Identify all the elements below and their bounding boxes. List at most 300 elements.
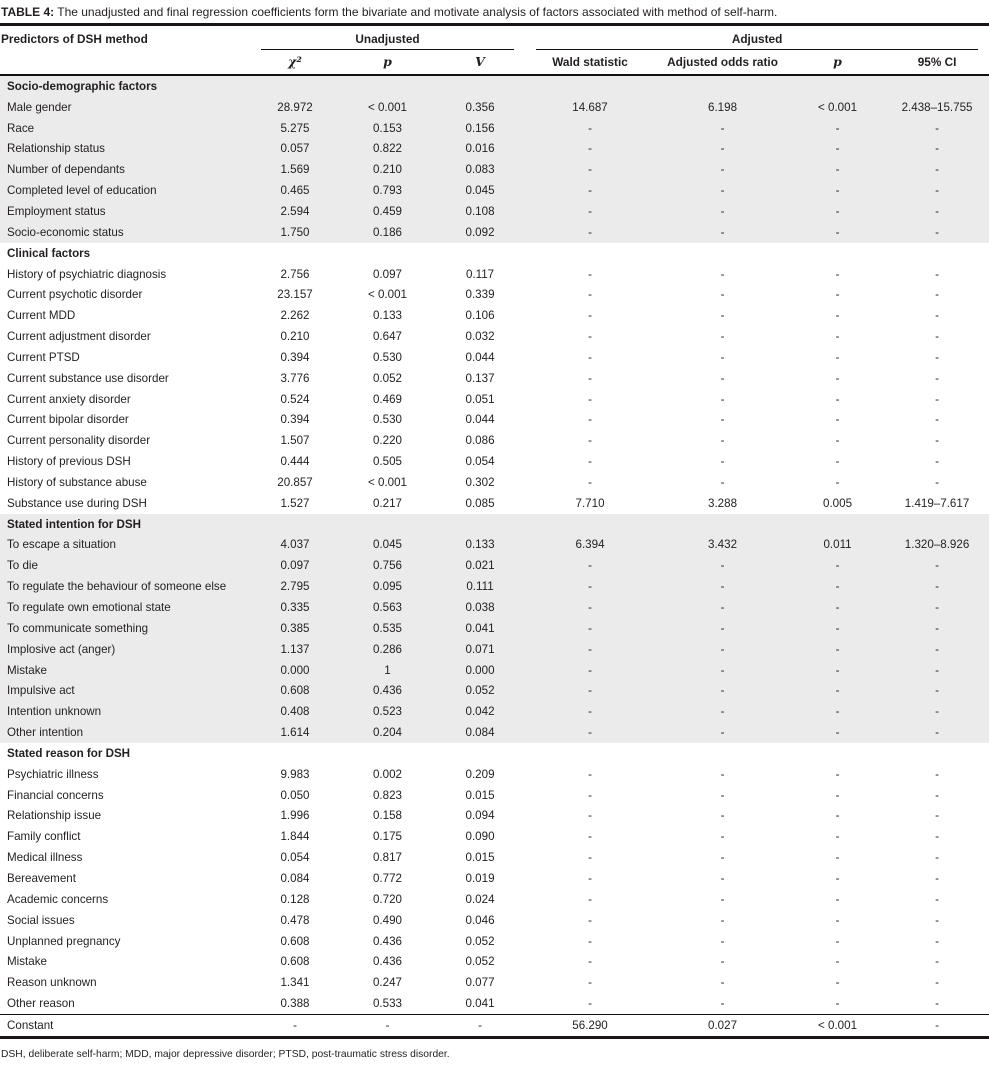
value-cell: 0.133 xyxy=(435,535,525,556)
value-cell: - xyxy=(435,1014,525,1037)
value-cell: - xyxy=(835,892,840,906)
value-cell: - xyxy=(720,913,725,927)
value-cell: - xyxy=(835,934,840,948)
value-cell: 2.795 xyxy=(250,576,340,597)
table-row xyxy=(0,910,989,931)
value-cell: 28.972 xyxy=(250,97,340,118)
value-cell: 20.857 xyxy=(277,475,313,489)
value-cell: - xyxy=(655,576,790,597)
predictor-label: History of psychiatric diagnosis xyxy=(7,267,167,281)
section-header-row xyxy=(0,243,989,264)
table-caption: The unadjusted and final regression coefficients form the bivariate and motivate analysis of factors associated with method of self-harm. xyxy=(57,5,778,19)
table-row xyxy=(0,701,989,722)
value-cell: 0.044 xyxy=(465,413,495,427)
value-cell: 0.057 xyxy=(250,139,340,160)
predictor-label: Current psychotic disorder xyxy=(7,288,143,302)
value-cell: - xyxy=(885,660,989,681)
value-cell: - xyxy=(655,201,790,222)
value-cell: - xyxy=(935,871,939,885)
section-header: Stated reason for DSH xyxy=(7,746,131,760)
predictor-label: Reason unknown xyxy=(7,976,97,990)
value-cell: - xyxy=(588,288,592,302)
value-cell: 0.000 xyxy=(435,660,525,681)
value-cell: - xyxy=(835,871,840,885)
predictor-label: Substance use during DSH xyxy=(7,496,147,510)
value-cell: - xyxy=(720,851,725,865)
value-cell: 0.042 xyxy=(435,701,525,722)
value-cell: 0.210 xyxy=(340,159,435,180)
table-footnote: DSH, deliberate self-harm; MDD, major depressive disorder; PTSD, post-traumatic stress disorder. xyxy=(1,1048,450,1060)
value-cell: 0.041 xyxy=(435,618,525,639)
value-cell: 0.083 xyxy=(435,159,525,180)
value-cell: - xyxy=(655,118,790,139)
table-row xyxy=(0,97,989,118)
chi-square-column-header: χ² xyxy=(250,51,340,75)
value-cell: - xyxy=(525,680,655,701)
value-cell: - xyxy=(935,767,939,781)
value-cell: - xyxy=(588,434,592,448)
value-cell: - xyxy=(655,680,790,701)
table-row xyxy=(0,284,989,305)
table-row xyxy=(0,889,989,910)
value-cell: 1.341 xyxy=(280,976,310,990)
table-row xyxy=(0,826,989,847)
value-cell: - xyxy=(655,222,790,243)
value-cell: - xyxy=(720,934,725,948)
value-cell: 0.335 xyxy=(250,597,340,618)
adjusted-group-header: Adjusted xyxy=(525,26,989,51)
value-cell: - xyxy=(588,997,592,1011)
value-cell: - xyxy=(835,413,840,427)
value-cell: 0.175 xyxy=(372,830,402,844)
value-cell: - xyxy=(588,330,592,344)
value-cell: 0.608 xyxy=(250,680,340,701)
value-cell: - xyxy=(790,201,885,222)
value-cell: 1.320–8.926 xyxy=(885,535,989,556)
value-cell: 0.210 xyxy=(280,330,310,344)
value-cell: - xyxy=(885,555,989,576)
value-cell: - xyxy=(885,201,989,222)
table-row xyxy=(0,118,989,139)
value-cell: - xyxy=(790,639,885,660)
value-cell: 0.459 xyxy=(340,201,435,222)
value-cell: - xyxy=(588,413,592,427)
value-cell: 0.019 xyxy=(465,871,495,885)
value-cell: 7.710 xyxy=(575,496,605,510)
predictor-label: To die xyxy=(0,555,250,576)
value-cell: - xyxy=(720,892,725,906)
value-cell: - xyxy=(720,767,725,781)
table-row xyxy=(0,139,989,160)
value-cell: - xyxy=(525,201,655,222)
value-cell: 0.024 xyxy=(465,892,495,906)
table-number: TABLE 4: xyxy=(1,5,55,19)
predictor-label: Relationship issue xyxy=(7,809,102,823)
value-cell: 0.117 xyxy=(465,267,495,281)
value-cell: 3.776 xyxy=(280,371,310,385)
value-cell: - xyxy=(588,871,592,885)
table-row xyxy=(0,597,989,618)
value-cell: 0.220 xyxy=(372,434,402,448)
predictor-label: Family conflict xyxy=(7,830,81,844)
value-cell: 0.015 xyxy=(465,788,495,802)
predictor-label: Mistake xyxy=(0,660,250,681)
value-cell: - xyxy=(835,976,840,990)
value-cell: - xyxy=(935,371,939,385)
regression-table xyxy=(0,26,989,1039)
value-cell: - xyxy=(935,392,939,406)
value-cell: - xyxy=(885,576,989,597)
value-cell: 1.996 xyxy=(280,809,310,823)
value-cell: 0.388 xyxy=(280,997,310,1011)
value-cell: - xyxy=(720,392,725,406)
value-cell: - xyxy=(720,871,725,885)
table-row xyxy=(0,722,989,743)
value-cell: 0.111 xyxy=(435,576,525,597)
value-cell: - xyxy=(790,701,885,722)
value-cell: 23.157 xyxy=(277,288,313,302)
table-row xyxy=(0,868,989,889)
adjusted-p-value-column-header: p xyxy=(790,51,885,75)
value-cell: 0.156 xyxy=(435,118,525,139)
value-cell: 0.530 xyxy=(372,413,402,427)
value-cell: 0.000 xyxy=(250,660,340,681)
value-cell: - xyxy=(655,139,790,160)
value-cell: 0.356 xyxy=(435,97,525,118)
value-cell: - xyxy=(588,913,592,927)
value-cell: 0.052 xyxy=(435,680,525,701)
value-cell: - xyxy=(935,413,939,427)
value-cell: - xyxy=(525,159,655,180)
value-cell: 0.444 xyxy=(280,455,310,469)
predictor-label: Other intention xyxy=(0,722,250,743)
value-cell: 0.217 xyxy=(372,496,402,510)
value-cell: - xyxy=(885,1014,989,1037)
value-cell: - xyxy=(525,222,655,243)
value-cell: - xyxy=(885,159,989,180)
value-cell: 9.983 xyxy=(280,767,310,781)
value-cell: - xyxy=(525,660,655,681)
value-cell: - xyxy=(655,618,790,639)
value-cell: 0.133 xyxy=(372,309,402,323)
table-row xyxy=(0,305,989,326)
value-cell: - xyxy=(720,809,725,823)
value-cell: 0.490 xyxy=(372,913,402,927)
predictor-label: Bereavement xyxy=(7,871,76,885)
predictor-label: Current substance use disorder xyxy=(7,371,169,385)
table-row xyxy=(0,951,989,972)
value-cell: - xyxy=(935,475,939,489)
value-cell: < 0.001 xyxy=(790,97,885,118)
value-cell: - xyxy=(588,934,592,948)
table-row xyxy=(0,180,989,201)
value-cell: - xyxy=(588,371,592,385)
value-cell: 0.027 xyxy=(655,1014,790,1037)
value-cell: 0.772 xyxy=(372,871,402,885)
value-cell: - xyxy=(340,1014,435,1037)
value-cell: - xyxy=(720,455,725,469)
predictor-label: Current personality disorder xyxy=(7,434,151,448)
value-cell: - xyxy=(655,701,790,722)
value-cell: 0.530 xyxy=(372,350,402,364)
value-cell: - xyxy=(720,976,725,990)
value-cell: 0.436 xyxy=(372,955,402,969)
value-cell: 0.535 xyxy=(340,618,435,639)
value-cell: - xyxy=(935,851,939,865)
value-cell: 0.394 xyxy=(280,413,310,427)
value-cell: 0.077 xyxy=(465,976,495,990)
value-cell: - xyxy=(885,701,989,722)
value-cell: 0.097 xyxy=(372,267,402,281)
value-cell: - xyxy=(935,934,939,948)
value-cell: - xyxy=(588,392,592,406)
value-cell: - xyxy=(885,180,989,201)
table-row xyxy=(0,410,989,431)
table-row xyxy=(0,535,989,556)
value-cell: 1.844 xyxy=(280,830,310,844)
predictor-label: Current adjustment disorder xyxy=(7,330,151,344)
value-cell: 0.054 xyxy=(280,851,310,865)
value-cell: 5.275 xyxy=(250,118,340,139)
value-cell: - xyxy=(588,809,592,823)
value-cell: - xyxy=(835,830,840,844)
value-cell: 0.608 xyxy=(280,934,310,948)
table-row xyxy=(0,222,989,243)
value-cell: 0.436 xyxy=(372,934,402,948)
value-cell: - xyxy=(588,830,592,844)
value-cell: 0.052 xyxy=(465,934,495,948)
table-header xyxy=(0,26,989,75)
value-cell: 14.687 xyxy=(525,97,655,118)
section-header-row xyxy=(0,75,989,97)
value-cell: - xyxy=(720,475,725,489)
value-cell: - xyxy=(835,455,840,469)
predictor-label: Employment status xyxy=(0,201,250,222)
value-cell: - xyxy=(935,976,939,990)
value-cell: - xyxy=(790,660,885,681)
value-cell: - xyxy=(790,722,885,743)
value-cell: - xyxy=(885,680,989,701)
value-cell: - xyxy=(588,955,592,969)
value-cell: - xyxy=(655,660,790,681)
value-cell: 3.432 xyxy=(655,535,790,556)
predictors-column-header: Predictors of DSH method xyxy=(1,32,148,46)
table-row xyxy=(0,159,989,180)
value-cell: - xyxy=(655,159,790,180)
value-cell: - xyxy=(720,309,725,323)
value-cell: - xyxy=(935,434,939,448)
confidence-interval-column-header: 95% CI xyxy=(885,51,989,75)
value-cell: - xyxy=(720,350,725,364)
value-cell: - xyxy=(525,618,655,639)
section-header-row xyxy=(0,743,989,764)
value-cell: 0.106 xyxy=(465,309,495,323)
table-row xyxy=(0,576,989,597)
value-cell: 1.569 xyxy=(250,159,340,180)
value-cell: 0.822 xyxy=(340,139,435,160)
value-cell: - xyxy=(525,180,655,201)
value-cell: - xyxy=(588,350,592,364)
table-row xyxy=(0,618,989,639)
section-header: Socio-demographic factors xyxy=(0,75,989,97)
value-cell: - xyxy=(588,767,592,781)
value-cell: < 0.001 xyxy=(367,288,407,302)
value-cell: 0.720 xyxy=(372,892,402,906)
value-cell: 0.823 xyxy=(372,788,402,802)
value-cell: - xyxy=(588,788,592,802)
value-cell: - xyxy=(588,475,592,489)
value-cell: 0.084 xyxy=(280,871,310,885)
value-cell: 0.084 xyxy=(435,722,525,743)
value-cell: 0.469 xyxy=(372,392,402,406)
value-cell: - xyxy=(655,597,790,618)
value-cell: 1.614 xyxy=(250,722,340,743)
table-row xyxy=(0,326,989,347)
value-cell: 0.011 xyxy=(790,535,885,556)
value-cell: - xyxy=(790,180,885,201)
value-cell: 0.085 xyxy=(465,496,495,510)
value-cell: - xyxy=(525,597,655,618)
predictor-label: Current MDD xyxy=(7,309,76,323)
value-cell: - xyxy=(790,159,885,180)
value-cell: - xyxy=(835,913,840,927)
predictor-label: Academic concerns xyxy=(7,892,109,906)
value-cell: 1.750 xyxy=(250,222,340,243)
value-cell: - xyxy=(525,555,655,576)
table-row xyxy=(0,472,989,493)
value-cell: 56.290 xyxy=(525,1014,655,1037)
predictor-label: To regulate the behaviour of someone else xyxy=(0,576,250,597)
value-cell: 1.507 xyxy=(280,434,310,448)
value-cell: - xyxy=(790,139,885,160)
value-cell: - xyxy=(588,455,592,469)
predictor-label: Current PTSD xyxy=(7,350,80,364)
value-cell: - xyxy=(720,434,725,448)
predictor-label: Mistake xyxy=(7,955,47,969)
value-cell: - xyxy=(935,830,939,844)
value-cell: - xyxy=(588,976,592,990)
table-row xyxy=(0,931,989,952)
table-row xyxy=(0,430,989,451)
table-row xyxy=(0,764,989,785)
value-cell: 0.095 xyxy=(340,576,435,597)
value-cell: 0.090 xyxy=(465,830,495,844)
table-row xyxy=(0,264,989,285)
cramers-v-column-header: V xyxy=(435,51,525,75)
value-cell: 0.153 xyxy=(340,118,435,139)
table-row xyxy=(0,389,989,410)
table-body xyxy=(0,75,989,1014)
predictor-label: Socio-economic status xyxy=(0,222,250,243)
value-cell: - xyxy=(885,618,989,639)
value-cell: - xyxy=(525,701,655,722)
predictor-label: Social issues xyxy=(7,913,75,927)
value-cell: 0.465 xyxy=(250,180,340,201)
constant-row-body xyxy=(0,1014,989,1037)
value-cell: 0.408 xyxy=(250,701,340,722)
predictor-label: To escape a situation xyxy=(0,535,250,556)
value-cell: 4.037 xyxy=(250,535,340,556)
predictor-label: Current bipolar disorder xyxy=(7,413,129,427)
value-cell: 0.045 xyxy=(340,535,435,556)
value-cell: 0.038 xyxy=(435,597,525,618)
value-cell: 2.594 xyxy=(250,201,340,222)
value-cell: 0.128 xyxy=(280,892,310,906)
value-cell: - xyxy=(655,722,790,743)
table-row xyxy=(0,555,989,576)
value-cell: - xyxy=(835,997,840,1011)
value-cell: < 0.001 xyxy=(790,1014,885,1037)
value-cell: - xyxy=(885,597,989,618)
value-cell: - xyxy=(935,288,939,302)
value-cell: 0.051 xyxy=(465,392,495,406)
predictor-label: Other reason xyxy=(7,997,75,1011)
value-cell: 0.108 xyxy=(435,201,525,222)
predictor-label: Current anxiety disorder xyxy=(7,392,131,406)
value-cell: 0.086 xyxy=(465,434,495,448)
value-cell: - xyxy=(525,722,655,743)
value-cell: < 0.001 xyxy=(367,475,407,489)
value-cell: 0.158 xyxy=(372,809,402,823)
value-cell: 0.050 xyxy=(280,788,310,802)
section-header-row xyxy=(0,514,989,535)
value-cell: 0.052 xyxy=(465,955,495,969)
value-cell: 0.137 xyxy=(465,371,495,385)
value-cell: 0.523 xyxy=(340,701,435,722)
value-cell: 0.097 xyxy=(250,555,340,576)
value-cell: 0.092 xyxy=(435,222,525,243)
value-cell: - xyxy=(790,618,885,639)
sub-header-row xyxy=(0,51,989,75)
value-cell: - xyxy=(250,1014,340,1037)
value-cell: 0.045 xyxy=(435,180,525,201)
value-cell: - xyxy=(790,555,885,576)
value-cell: 0.209 xyxy=(465,767,495,781)
value-cell: 0.002 xyxy=(372,767,402,781)
section-header: Clinical factors xyxy=(7,246,91,260)
value-cell: - xyxy=(935,455,939,469)
value-cell: - xyxy=(588,309,592,323)
value-cell: 0.016 xyxy=(435,139,525,160)
table-row xyxy=(0,660,989,681)
value-cell: 0.041 xyxy=(465,997,495,1011)
value-cell: 0.247 xyxy=(372,976,402,990)
value-cell: - xyxy=(525,118,655,139)
value-cell: - xyxy=(835,809,840,823)
value-cell: - xyxy=(935,997,939,1011)
value-cell: - xyxy=(885,139,989,160)
predictor-label: History of previous DSH xyxy=(7,455,131,469)
predictor-label: Medical illness xyxy=(7,851,83,865)
value-cell: - xyxy=(655,180,790,201)
value-cell: - xyxy=(835,434,840,448)
value-cell: - xyxy=(835,330,840,344)
value-cell: - xyxy=(835,475,840,489)
value-cell: - xyxy=(935,267,939,281)
value-cell: 0.339 xyxy=(465,288,495,302)
value-cell: - xyxy=(885,722,989,743)
value-cell: - xyxy=(720,267,725,281)
value-cell: - xyxy=(835,371,840,385)
table-row xyxy=(0,451,989,472)
value-cell: 0.186 xyxy=(340,222,435,243)
value-cell: - xyxy=(720,997,725,1011)
value-cell: - xyxy=(525,576,655,597)
value-cell: 0.793 xyxy=(340,180,435,201)
value-cell: 1.527 xyxy=(280,496,310,510)
value-cell: 2.438–15.755 xyxy=(885,97,989,118)
predictor-label: To regulate own emotional state xyxy=(0,597,250,618)
